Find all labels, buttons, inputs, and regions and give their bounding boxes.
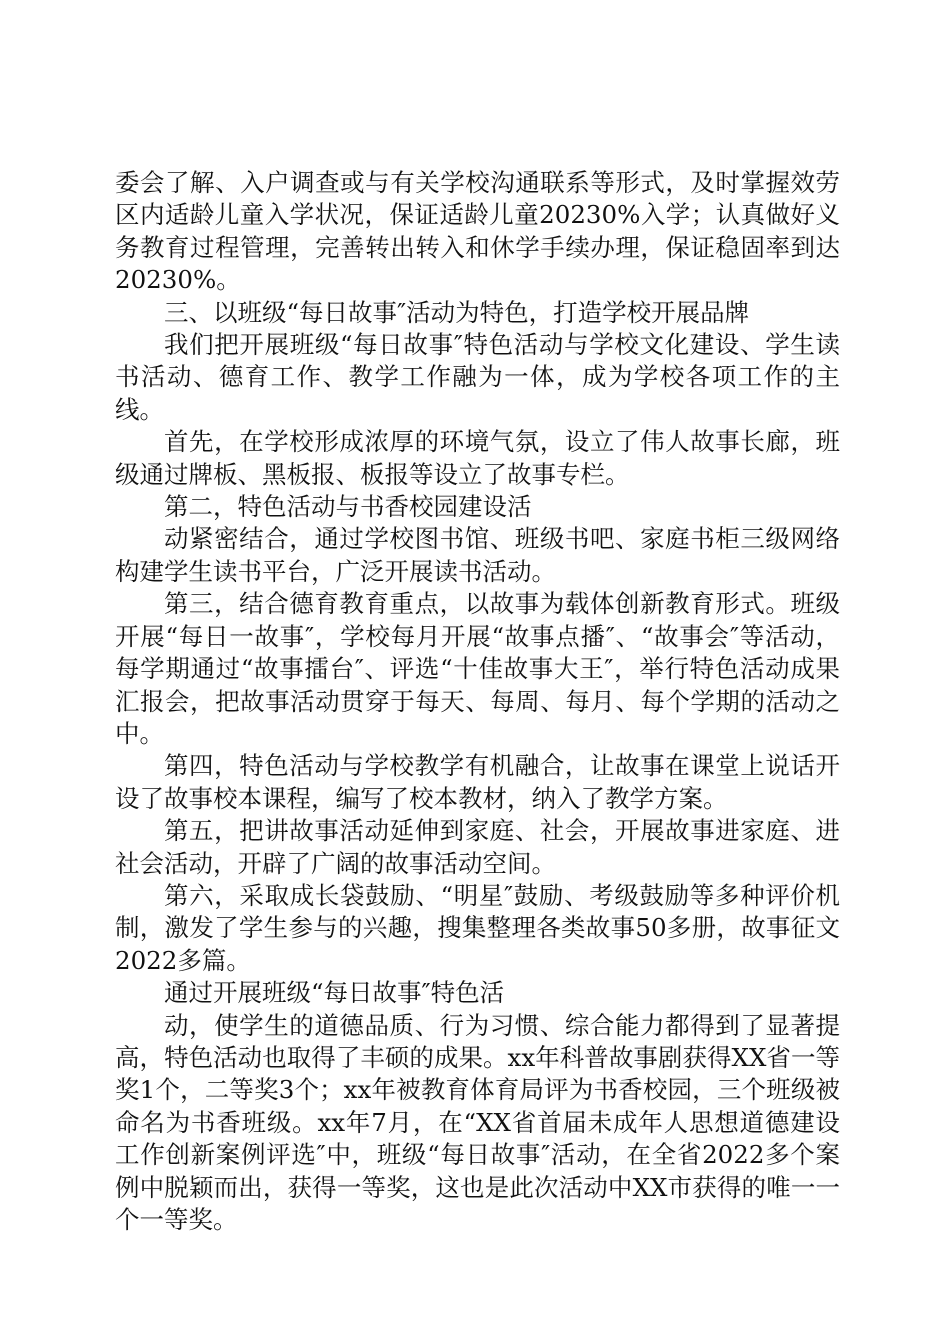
paragraph-results-continued: 动，使学生的道德品质、行为习惯、综合能力都得到了显著提高，特色活动也取得了丰硕的成果。xx年科普故事剧获得XX省一等奖1个，二等奖3个；xx年被教育体育局评为书香校园，三个班级被命名为书香班级。xx年7月，在“XX省首届未成年人思想道德建设工作创新案例评选″中，班级“每日故事″活动，在全省2022多个案例中脱颖而出，获得一等奖，这也是此次活动中XX市获得的唯一一个一等奖。 [115, 1010, 840, 1234]
paragraph-first: 首先，在学校形成浓厚的环境气氛，设立了伟人故事长廊，班级通过牌板、黑板报、板报等设立了故事专栏。 [115, 427, 840, 489]
paragraph-third: 第三，结合德育教育重点，以故事为载体创新教育形式。班级开展“每日一故事″，学校每月开展“故事点播″、“故事会″等活动，每学期通过“故事擂台″、评选“十佳故事大王″，举行特色活动成果汇报会，把故事活动贯穿于每天、每周、每月、每个学期的活动之中。 [115, 589, 840, 748]
section-heading-3: 三、以班级“每日故事″活动为特色，打造学校开展品牌 [164, 297, 750, 327]
paragraph-intro: 我们把开展班级“每日故事″特色活动与学校文化建设、学生读书活动、德育工作、教学工作融为一体，成为学校各项工作的主线。 [115, 330, 840, 424]
document-body [115, 167, 840, 1236]
paragraph-enrollment: 委会了解、入户调查或与有关学校沟通联系等形式，及时掌握效劳区内适龄儿童入学状况，保证适龄儿童20230%入学；认真做好义务教育过程管理，完善转出转入和休学手续办理，保证稳固率到达20230%。 [115, 168, 840, 295]
paragraph-fifth: 第五，把讲故事活动延伸到家庭、社会，开展故事进家庭、进社会活动，开辟了广阔的故事活动空间。 [115, 816, 840, 878]
paragraph-fourth: 第四，特色活动与学校教学有机融合，让故事在课堂上说话开设了故事校本课程，编写了校本教材，纳入了教学方案。 [115, 751, 840, 813]
paragraph-second-start: 第二，特色活动与书香校园建设活 [164, 492, 532, 522]
paragraph-sixth: 第六，采取成长袋鼓励、“明星″鼓励、考级鼓励等多种评价机制，激发了学生参与的兴趣，搜集整理各类故事50多册，故事征文2022多篇。 [115, 880, 840, 975]
paragraph-results-start: 通过开展班级“每日故事″特色活 [164, 978, 505, 1008]
paragraph-second-continued: 动紧密结合，通过学校图书馆、班级书吧、家庭书柜三级网络构建学生读书平台，广泛开展读书活动。 [115, 524, 840, 586]
